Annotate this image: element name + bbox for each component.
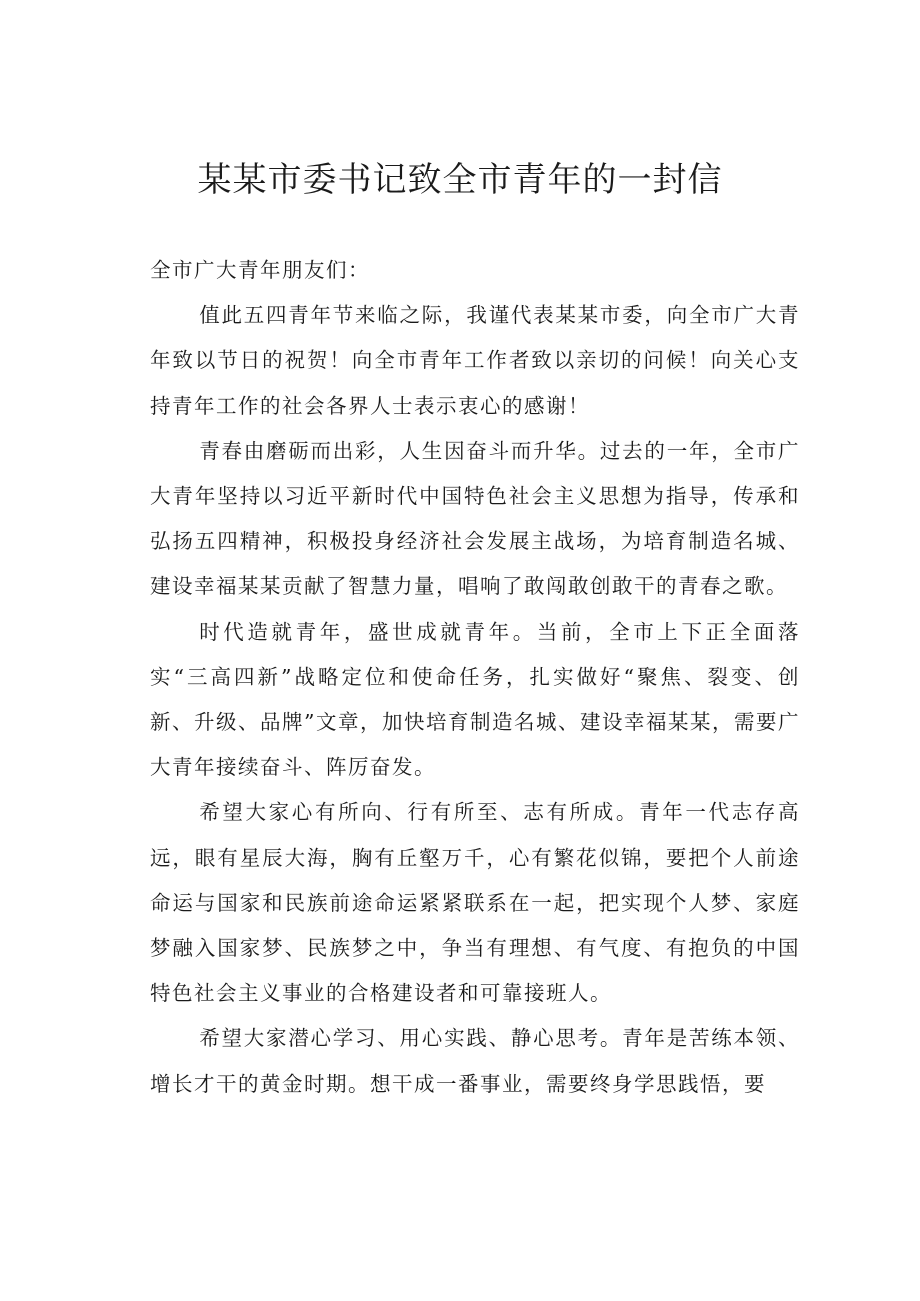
paragraph: 青春由磨砺而出彩，人生因奋斗而升华。过去的一年，全市广大青年坚持以习近平新时代中国特色社会主义思想为指导，传承和弘扬五四精神，积极投身经济社会发展主战场，为培育制造名城、建设幸福某某贡献了智慧力量，唱响了敢闯敢创敢干的青春之歌。 (150, 438, 800, 599)
document-title: 某某市委书记致全市青年的一封信 (197, 160, 723, 200)
paragraph: 希望大家心有所向、行有所至、志有所成。青年一代志存高远，眼有星辰大海，胸有丘壑万千，心有繁花似锦，要把个人前途命运与国家和民族前途命运紧紧联系在一起，把实现个人梦、家庭梦融入国家梦、民族梦之中，争当有理想、有气度、有抱负的中国特色社会主义事业的合格建设者和可靠接班人。 (150, 800, 800, 1006)
letter-body (150, 248, 800, 1107)
paragraph: 时代造就青年，盛世成就青年。当前，全市上下正全面落实“三高四新”战略定位和使命任务，扎实做好“聚焦、裂变、创新、升级、品牌”文章，加快培育制造名城、建设幸福某某，需要广大青年接续奋斗、阵厉奋发。 (150, 619, 800, 780)
paragraph: 值此五四青年节来临之际，我谨代表某某市委，向全市广大青年致以节日的祝贺！向全市青年工作者致以亲切的问候！向关心支持青年工作的社会各界人士表示衷心的感谢！ (150, 303, 800, 418)
salutation: 全市广大青年朋友们： (150, 258, 370, 282)
paragraph: 希望大家潜心学习、用心实践、静心思考。青年是苦练本领、增长才干的黄金时期。想干成一番事业，需要终身学思践悟，要 (150, 1026, 800, 1096)
